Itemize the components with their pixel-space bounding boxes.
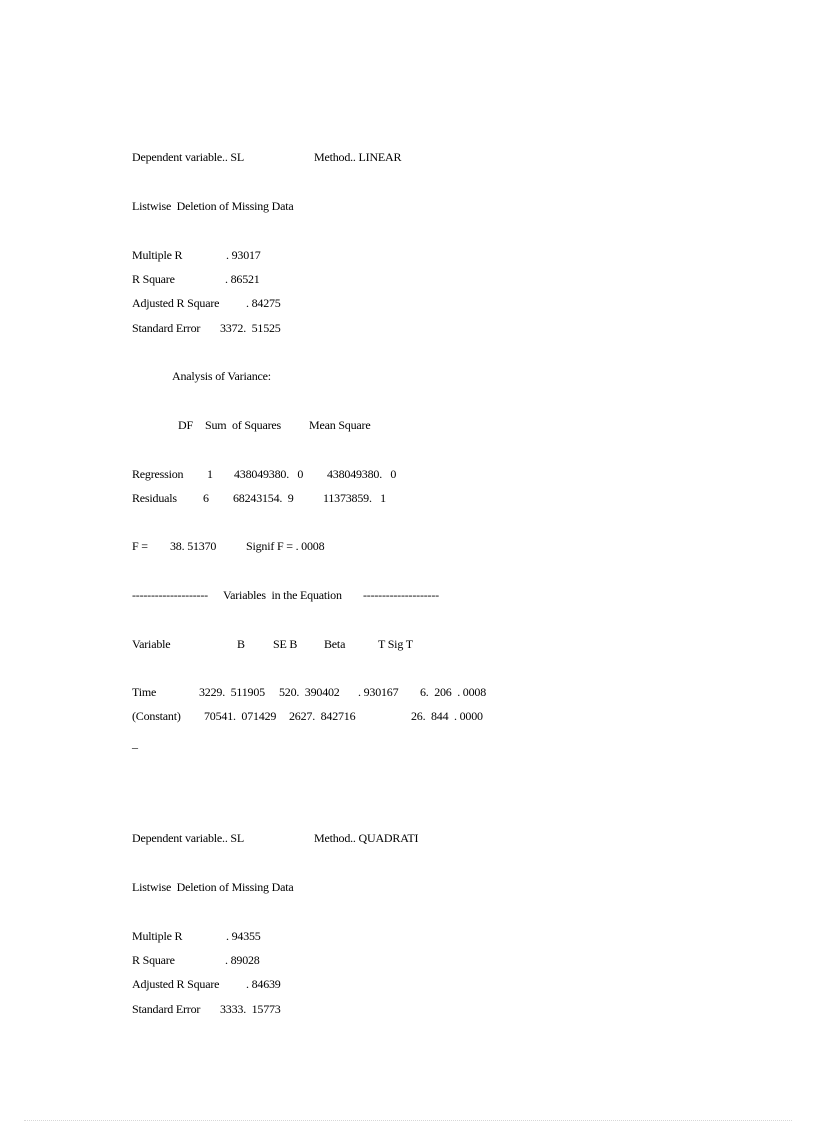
anova-row-df: 1 [207,467,213,481]
anova-row-ms: 11373859. 1 [323,491,386,505]
f-value: 38. 51370 [170,539,217,553]
linear-listwise-note: Listwise Deletion of Missing Data [132,199,294,213]
anova-row-ss: 68243154. 9 [233,491,294,505]
linear-method: Method.. LINEAR [314,150,402,164]
coef-header-b: B [237,637,245,651]
anova-header-df: DF [178,418,193,432]
anova-header-ms: Mean Square [309,418,371,432]
coef-header-variable: Variable [132,637,171,651]
linear-stat-value: . 86521 [225,272,260,286]
coef-row-se-b: 520. 390402 [279,685,340,699]
coef-header-beta: Beta [324,637,346,651]
anova-header-ss: Sum of Squares [205,418,281,432]
coef-row-b: 3229. 511905 [199,685,265,699]
anova-row-ms: 438049380. 0 [327,467,397,481]
quadratic-dependent-variable: Dependent variable.. SL [132,831,245,845]
linear-stat-value: 3372. 51525 [220,321,281,335]
coef-row-beta: . 930167 [358,685,399,699]
end-of-output-mark: _ [132,736,138,750]
quadratic-listwise-note: Listwise Deletion of Missing Data [132,880,294,894]
coef-row-variable: Time [132,685,157,699]
coef-row-se-b: 2627. 842716 [289,709,356,723]
linear-stat-value: . 84275 [246,296,281,310]
vars-banner-dashes-right: -------------------- [363,588,439,602]
anova-row-df: 6 [203,491,209,505]
quadratic-method: Method.. QUADRATI [314,831,419,845]
quadratic-stat-value: 3333. 15773 [220,1002,281,1016]
quadratic-stat-value: . 89028 [225,953,260,967]
anova-row-label: Residuals [132,491,177,505]
vars-banner-title: Variables in the Equation [223,588,342,602]
f-significance: Signif F = . 0008 [246,539,325,553]
quadratic-stat-label: R Square [132,953,175,967]
vars-banner-dashes-left: -------------------- [132,588,208,602]
linear-stat-label: Adjusted R Square [132,296,220,310]
anova-row-ss: 438049380. 0 [234,467,304,481]
quadratic-stat-value: . 84639 [246,977,281,991]
linear-stat-label: Multiple R [132,248,183,262]
coef-row-variable: (Constant) [132,709,181,723]
quadratic-stat-value: . 94355 [226,929,261,943]
anova-row-label: Regression [132,467,184,481]
anova-title: Analysis of Variance: [172,369,271,383]
coef-row-t-sig: 26. 844 . 0000 [411,709,483,723]
f-label: F = [132,539,148,553]
quadratic-stat-label: Adjusted R Square [132,977,220,991]
quadratic-stat-label: Multiple R [132,929,183,943]
linear-stat-label: Standard Error [132,321,201,335]
coef-row-b: 70541. 071429 [204,709,277,723]
coef-header-se-b: SE B [273,637,298,651]
page-bottom-divider [24,1120,792,1121]
linear-stat-value: . 93017 [226,248,261,262]
quadratic-stat-label: Standard Error [132,1002,201,1016]
coef-row-t-sig: 6. 206 . 0008 [420,685,487,699]
linear-dependent-variable: Dependent variable.. SL [132,150,245,164]
linear-stat-label: R Square [132,272,175,286]
coef-header-t-sig-t: T Sig T [378,637,413,651]
